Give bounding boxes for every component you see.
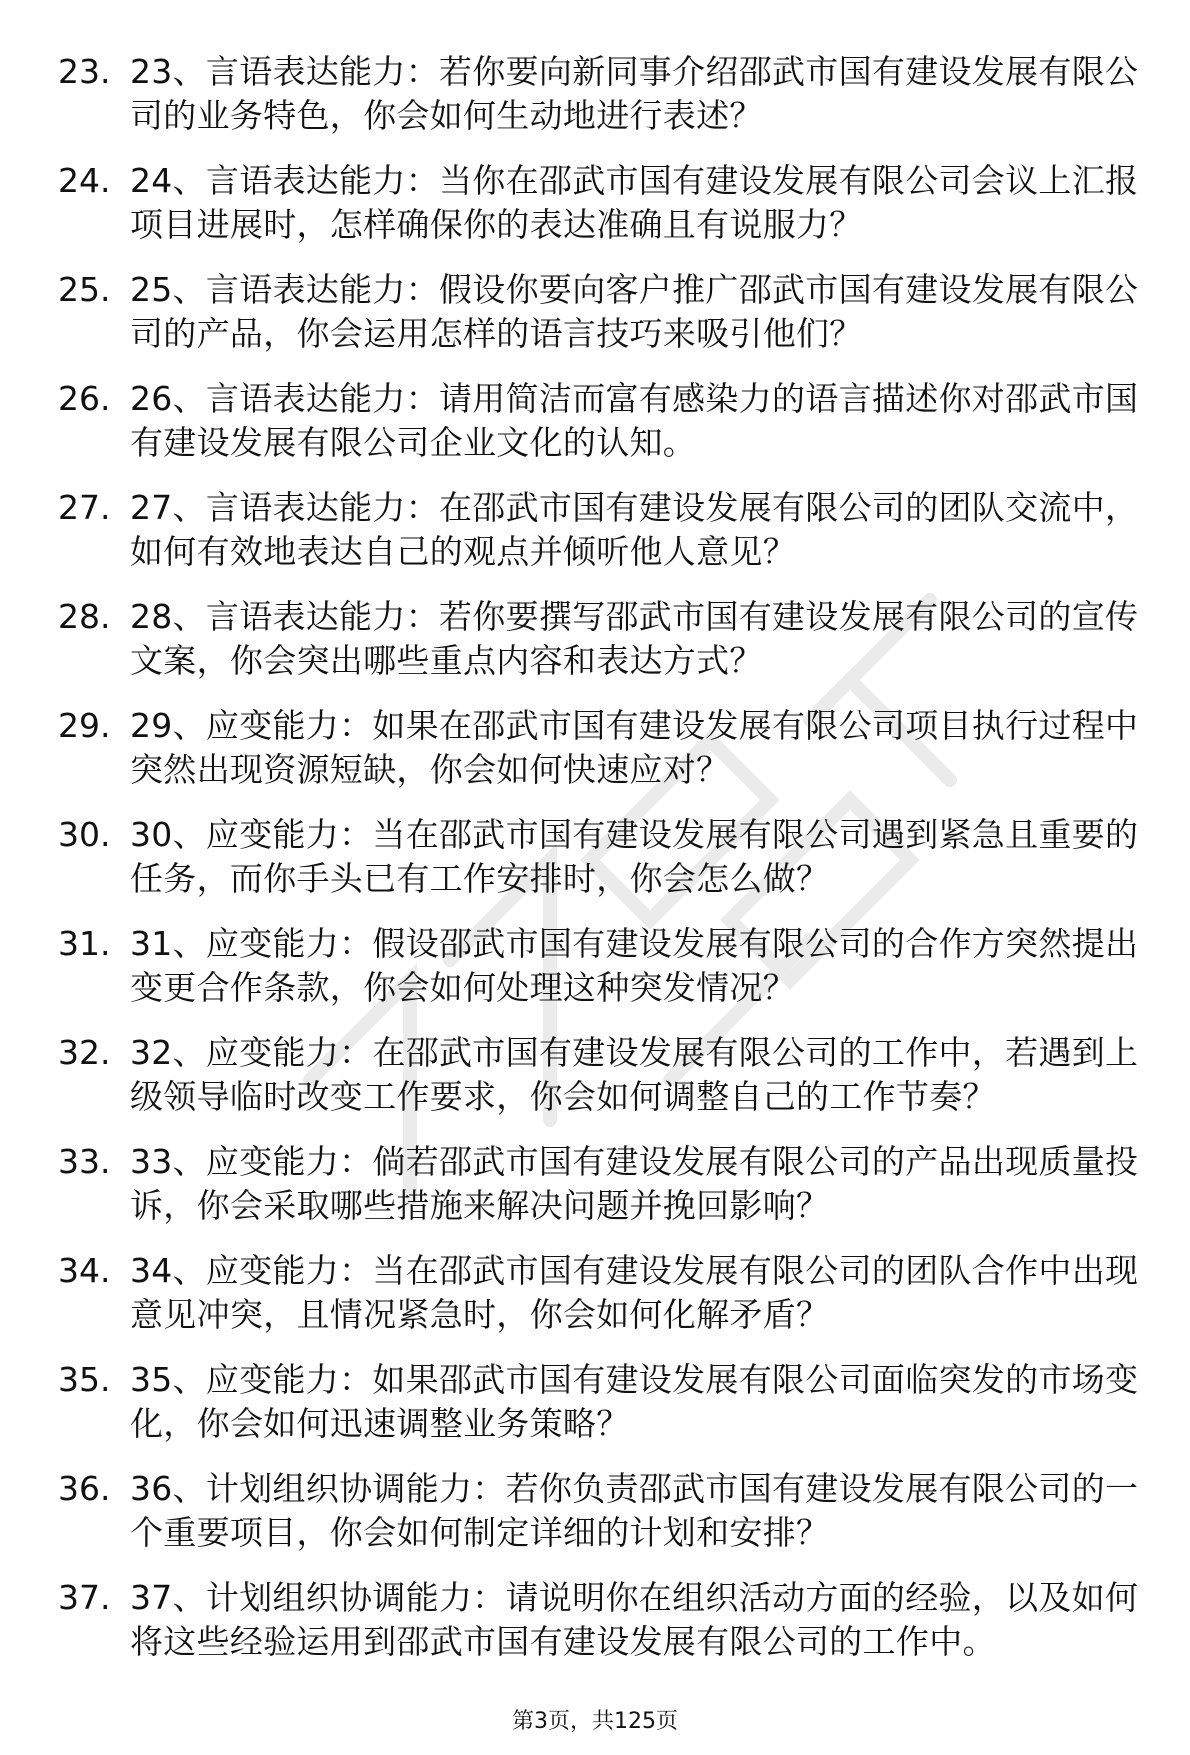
list-item: [0, 369, 1190, 478]
page-footer: 第3页，共125页: [512, 1709, 678, 1734]
list-item: [0, 696, 1190, 805]
item-text: 25、言语表达能力：假设你要向客户推广邵武市国有建设发展有限公司的产品，你会运用怎样的语言技巧来吸引他们？: [130, 270, 1139, 353]
item-text: 28、言语表达能力：若你要撰写邵武市国有建设发展有限公司的宣传文案，你会突出哪些重点内容和表达方式？: [130, 597, 1139, 680]
list-item: [0, 1023, 1190, 1132]
item-number: 27.: [58, 488, 111, 527]
item-number: 25.: [58, 270, 111, 309]
list-item: [0, 805, 1190, 914]
list-item: [0, 1568, 1190, 1677]
list-item: [0, 587, 1190, 696]
item-text: 29、应变能力：如果在邵武市国有建设发展有限公司项目执行过程中突然出现资源短缺，你会如何快速应对？: [130, 706, 1139, 789]
item-number: 32.: [58, 1033, 111, 1072]
item-number: 36.: [58, 1469, 111, 1508]
item-number: 23.: [58, 52, 111, 91]
item-text: 31、应变能力：假设邵武市国有建设发展有限公司的合作方突然提出变更合作条款，你会如何处理这种突发情况？: [130, 924, 1139, 1007]
item-text: 34、应变能力：当在邵武市国有建设发展有限公司的团队合作中出现意见冲突，且情况紧急时，你会如何化解矛盾？: [130, 1251, 1139, 1334]
question-list: [0, 42, 1190, 1677]
item-text: 24、言语表达能力：当你在邵武市国有建设发展有限公司会议上汇报项目进展时，怎样确保你的表达准确且有说服力？: [130, 161, 1139, 244]
item-text: 23、言语表达能力：若你要向新同事介绍邵武市国有建设发展有限公司的业务特色，你会如何生动地进行表述？: [130, 52, 1139, 135]
item-number: 29.: [58, 706, 111, 745]
item-number: 24.: [58, 161, 111, 200]
item-text: 36、计划组织协调能力：若你负责邵武市国有建设发展有限公司的一个重要项目，你会如何制定详细的计划和安排？: [130, 1469, 1139, 1552]
list-item: [0, 151, 1190, 260]
item-text: 37、计划组织协调能力：请说明你在组织活动方面的经验，以及如何将这些经验运用到邵武市国有建设发展有限公司的工作中。: [130, 1578, 1139, 1661]
list-item: [0, 42, 1190, 151]
item-text: 26、言语表达能力：请用简洁而富有感染力的语言描述你对邵武市国有建设发展有限公司企业文化的认知。: [130, 379, 1139, 462]
list-item: [0, 260, 1190, 369]
item-number: 30.: [58, 815, 111, 854]
item-number: 28.: [58, 597, 111, 636]
list-item: [0, 1132, 1190, 1241]
item-number: 34.: [58, 1251, 111, 1290]
item-number: 35.: [58, 1360, 111, 1399]
item-number: 37.: [58, 1578, 111, 1617]
list-item: [0, 478, 1190, 587]
item-number: 33.: [58, 1142, 111, 1181]
item-text: 33、应变能力：倘若邵武市国有建设发展有限公司的产品出现质量投诉，你会采取哪些措施来解决问题并挽回影响？: [130, 1142, 1139, 1225]
list-item: [0, 1350, 1190, 1459]
list-item: [0, 914, 1190, 1023]
item-text: 35、应变能力：如果邵武市国有建设发展有限公司面临突发的市场变化，你会如何迅速调整业务策略？: [130, 1360, 1139, 1443]
item-text: 32、应变能力：在邵武市国有建设发展有限公司的工作中，若遇到上级领导临时改变工作要求，你会如何调整自己的工作节奏？: [130, 1033, 1139, 1116]
item-number: 26.: [58, 379, 111, 418]
item-text: 27、言语表达能力：在邵武市国有建设发展有限公司的团队交流中，如何有效地表达自己的观点并倾听他人意见？: [130, 488, 1139, 571]
item-number: 31.: [58, 924, 111, 963]
list-item: [0, 1459, 1190, 1568]
list-item: [0, 1241, 1190, 1350]
item-text: 30、应变能力：当在邵武市国有建设发展有限公司遇到紧急且重要的任务，而你手头已有工作安排时，你会怎么做？: [130, 815, 1139, 898]
